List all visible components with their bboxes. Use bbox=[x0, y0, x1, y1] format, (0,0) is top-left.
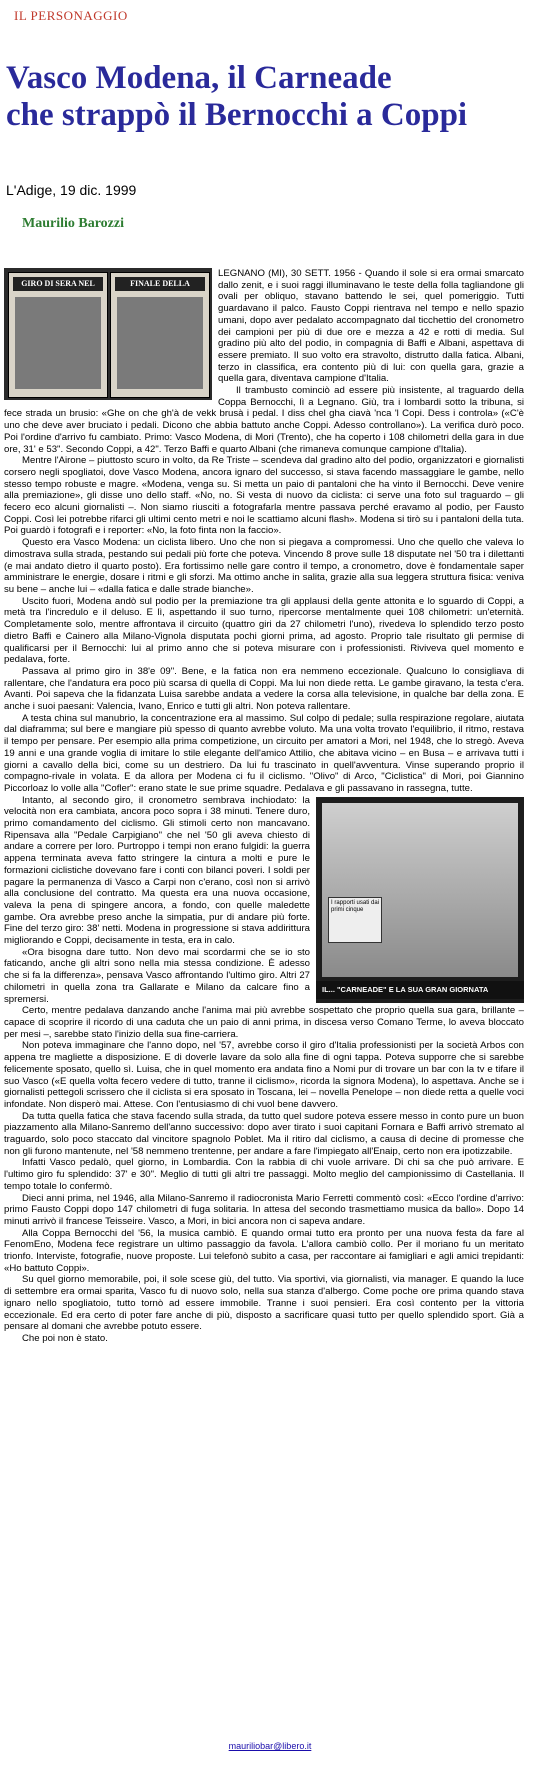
paragraph-2: Il trambusto cominciò ad essere più insistente, al traguardo della Coppa Bernocchi, lì a Legnano. Giù, tra i lombardi sotto la tribuna, si fece strada un brusio: «Ghe on che gh'à de vekk brusà i pedal. I diss chel gha ciavà 'nca 'l Copi. Dess i controla» («C'è uno che deve aver bruciato i pedali. Dicono che abbia battuto anche Coppi. Adesso controllano»). La verifica durò poco. Poi l'ordine d'arrivo fu cambiato. Primo: Vasco Modena, di Mori (Trento), che ha coperto i 108 chilometri della gara in due ore, 31' e 53". Secondo Coppi, a 42". Terzo Baffi e quarto Albani (che rimaneva comunque campione d'Italia). bbox=[4, 385, 524, 455]
cyclist-photo bbox=[316, 797, 524, 1003]
paragraph-4: Questo era Vasco Modena: un ciclista libero. Uno che non si piegava a compromessi. Uno che quello che valeva lo dimostrava sulla strada, pestando sui pedali più forte che poteva. Vincendo 8 prove sulle 18 disputate nel '50 tra i dilettanti (e mai andato dietro il quarto posto). Era fortissimo nelle gare contro il tempo, a cronometro, dove è fondamentale saper amministrare le energie, dosare i ritmi e gli sforzi. Ma ottimo anche in salita, grazie alla sua leggera struttura fisica: veniva su bene – anche lui – «dalla fatica e dalle strade bianche». bbox=[4, 537, 524, 595]
section-label: IL PERSONAGGIO bbox=[14, 8, 128, 23]
paragraph-10: Certo, mentre pedalava danzando anche l'anima mai più avrebbe sospettato che proprio quella sua gara, brillante – capace di scoprire il ricordo di una caduta che un paio di anni prima, in discesa verso Comano Terme, lo aveva bloccato per mesi –, sarebbe stato l'inizio della sua fine-carriera. bbox=[4, 1005, 524, 1040]
article-title bbox=[6, 60, 526, 134]
newspaper-page-right bbox=[110, 272, 210, 398]
paragraph-9: «Ora bisogna dare tutto. Non devo mai scordarmi che se io sto faticando, anche gli altri sono nella mia stessa condizione. È adesso che si fa la differenza», pensava Vasco affrontando l'ultimo giro. Altri 27 chilometri in quella zona tra Gallarate e Milano da calcare fino a spremersi. bbox=[4, 946, 310, 1005]
paragraph-5: Uscito fuori, Modena andò sul podio per la premiazione tra gli applausi della gente attonita e lo sguardo di Coppi, a metà tra l'incredulo e il deluso. E lì, aspettando il suo turno, ripercorse mentalmente quei 108 chilometri: un'eternità. Completamente solo, mentre affrontava il circuito (quattro giri da 27 chilometri l'uno), rivedeva lo splendido terzo posto dietro Baffi e Cainero alla Milano-Vignola disputata pochi giorni prima, ad agosto. Proprio tale risultato gli permise di qualificarsi per il Bernocchi: lui al primo anno che si poteva misurare con i professionisti. Riviveva quel momento e pedalava, forte. bbox=[4, 595, 524, 666]
paragraph-3: Mentre l'Airone – piuttosto scuro in volto, da Re Triste – scendeva dal gradino alto del podio, organizzatori e giornalisti corsero negli spogliatoi, dove Vasco Modena, ancora ignaro del successo, si stava facendo massaggiare le gambe, nello stesso tempo robuste e magre. «Modena, venga su. Si metta un paio di pantaloni che ha vinto il Bernocchi. Deve venire alla premiazione», gli disse uno dello staff. «No, no. Si vesta di nuovo da ciclista: ci serve una foto sul traguardo – gli fecero eco alcuni giornalisti –. Non siamo riusciti a fotografarla mentre passava perché eravamo al podio, per Fausto Coppi. Così lei potrebbe rifarci gli ultimi cento metri e noi le scattiamo alcuni flash». Modena si tirò su i pantaloni della tuta. Poi guardò i fotografi e i reporter: «No, la foto finta non la faccio». bbox=[4, 455, 524, 537]
newspaper-page-left-heading: GIRO DI SERA NEL bbox=[13, 277, 103, 291]
cyclist-photo-caption: IL... "CARNEADE" E LA SUA GRAN GIORNATA bbox=[316, 981, 524, 999]
author-email-link[interactable]: mauriliobar@libero.it bbox=[228, 1741, 312, 1751]
article-body bbox=[4, 268, 524, 1345]
footer bbox=[0, 1741, 540, 1751]
paragraph-17: Che poi non è stato. bbox=[22, 1332, 108, 1344]
paragraph-8: Intanto, al secondo giro, il cronometro sembrava inchiodato: la velocità non era cambiata, ancora poco sopra i 38 minuti. Tenere duro, primo comandamento del ciclismo. Gli stimoli certo non mancavano. Ripensava alla "Pedale Carpigiano" che nel '50 gli aveva chiesto di andare a correre per loro. Purtroppo i tempi non erano fulgidi: la guerra appena terminata aveva fatto stringere la cintura a molti e pure le formazioni ciclistiche dovevano fare i conti con bilanci poveri. I soldi per pagare la permanenza di Vasco a Carpi non c'erano, così non si arrivò alla conclusione del contratto. Ma questa era una nuova occasione, valeva la pena di spingere ancora, a fondo, con quelle maledette gambe. Ora avrebbe preso anche la simpatia, pur di andare più forte. Fine del terzo giro: 38' netti. Modena in progressione si stava addirittura migliorando e Coppi, decisamente in testa, era in calo. bbox=[4, 794, 310, 947]
paragraph-13: Infatti Vasco pedalò, quel giorno, in Lombardia. Con la rabbia di chi vuole arrivare. Di chi sa che può arrivare. E l'ultimo giro fu splendido: 37' e 30". Meglio di tutti gli altri tre passaggi. Molto meglio del campionissimo di Castellania. Il tempo totale lo confermò. bbox=[4, 1157, 524, 1192]
newspaper-pages-photo bbox=[4, 268, 212, 400]
paragraph-6: Passava al primo giro in 38'e 09". Bene, e la fatica non era nemmeno eccezionale. Qualcuno lo consigliava di rallentare, che l'andatura era poco più scarsa di quella di Coppi. Ma lui non diede retta. Le gambe giravano, la testa c'era. Avanti. Poi sapeva che la fidanzata Luisa sarebbe andata a vedere la corsa alla televisione, in qualche bar della zona. E anche i suoi paesani: Valencia, Ivano, Enrico e tutti gli altri. Non poteva rallentare. bbox=[4, 665, 524, 713]
article-source: L'Adige, 19 dic. 1999 bbox=[6, 182, 137, 198]
title-line-1: Vasco Modena, il Carneade bbox=[6, 60, 392, 96]
paragraph-11: Non poteva immaginare che l'anno dopo, nel '57, avrebbe corso il giro d'Italia professionisti per la società Arbos con appena tre magliette a disposizione. E di doverle lavare da solo alla fine di ogni tappa. Poteva supporre che si sarebbe felicemente sposato, quello sì. Luisa, che in quel momento era andata fino a Nomi pur di trovare un bar con la tv e tifare il suo Vasco («E quella volta fecero vedere di tutto, tranne il ciclismo», ricorda la signora Modena), lo aspettava. Anche se i giornalisti pettegoli scrissero che il ciclista si era sposato in Toscana, lei – novella Penelope – non diede retta a quelle voci infondate. Non disperò mai. Attese. Con l'entusiasmo di chi vuol bene davvero. bbox=[4, 1040, 524, 1110]
gear-ratios-card: I rapporti usati dai primi cinque bbox=[328, 897, 382, 943]
paragraph-1: LEGNANO (MI), 30 SETT. 1956 - Quando il sole si era ormai smarcato dallo zenit, e i suoi raggi illuminavano le teste della folla tagliandone gli ovali per obliquo, stavano battendo le sei, quel pomeriggio. Tutti guardavano il palco. Fausto Coppi rientrava nel tempo e nello spazio umani, dopo aver pedalato accompagnato dal ticchettio del cronometro dei campioni per più di due ore e mezza a 42 e rotti di media. Sul gradino più alto del podio, in compagnia di Baffi e Albani, aspettava di essere premiato. Il suo volto era stravolto, distrutto dalla fatica. Albani, terzo in classifica, era contento più di lui: con quella gara, grazie a quella gara, diventava campione d'Italia. bbox=[218, 268, 524, 385]
paragraph-14: Dieci anni prima, nel 1946, alla Milano-Sanremo il radiocronista Mario Ferretti commentò così: «Ecco l'ordine d'arrivo: primo Fausto Coppi dopo 147 chilometri di fuga solitaria. In attesa del secondo trasmettiamo musica da ballo». Dopo 14 minuti arrivò il francese Teisseire. Vasco, a Mori, in bici ancora non ci sapeva andare. bbox=[4, 1192, 524, 1227]
newspaper-page-right-heading: FINALE DELLA bbox=[115, 277, 205, 291]
paragraph-7: A testa china sul manubrio, la concentrazione era al massimo. Sul colpo di pedale; sulla respirazione regolare, aiutata dal diaframma; sul bere e mangiare più spesso di quanto avrebbe voluto. Ma una volta trovato l'equilibrio, il ritmo, restava il tempo per pensare. Per esempio alla prima competizione, un circuito per amatori a Mori, nel 1948, che lo stregò. Aveva 19 anni e una grande voglia di imitare lo stile elegante dell'amico Attilio, che abitava vicino – en Busa – e arrivava tutti i giorni a cavallo della bici, come su un destriero. Da lui fu trascinato in quell'avventura. Vinse superando proprio il compagno-rivale in volata. E da allora per Modena ci fu il ciclismo. "Olivo" di Arco, "Ciclistica" di Mori, poi Giannino Piccorloaz lo volle alla "Cofler": erano state le sue prime squadre. Pedalava e gli passavano in rassegna, tutte. bbox=[4, 712, 524, 794]
paragraph-15: Alla Coppa Bernocchi del '56, la musica cambiò. E quando ormai tutto era pronto per una nuova festa da fare al FenomEno, Modena fece registrare un ultimo passaggio da favola. L'allora cambiò collo. Per il moriano fu un meritato trionfo. Interviste, fotografie, nuove proposte. Lui telefonò subito a casa, per raccontare ai famigliari e agli amici trepidanti: «Ho battuto Coppi». bbox=[4, 1227, 524, 1274]
title-line-2: che strappò il Bernocchi a Coppi bbox=[6, 97, 468, 133]
article-author: Maurilio Barozzi bbox=[22, 216, 124, 231]
paragraph-12: Da tutta quella fatica che stava facendo sulla strada, da tutto quel sudore poteva essere messo in conto pure un buon piazzamento alla Milano-Sanremo dell'anno successivo: dopo aver tirato i suoi capitani Fornara e Baffi arrivò stremato al traguardo, solo poco staccato dal vincitore spagnolo Poblet. Ma il ritiro dal ciclismo, a causa di decine di promesse che non gli furono mantenute, nel '58 nemmeno trentenne, per andare a fare l'impiegato all'Enaip, certo non era ipotizzabile. bbox=[4, 1110, 524, 1157]
paragraph-16: Su quel giorno memorabile, poi, il sole scese giù, del tutto. Via sportivi, via giornalisti, via manager. E quando la luce di settembre era ormai sparita, Vasco fu di nuovo solo, nella sua stanza d'albergo. Come poche ore prima quando stava ignaro nello spogliatoio, tutto tornò ad essere immobile. Tranne i suoi pensieri. Era così contento per la vittoria eccezionale. Ed era certo di poter fare anche di più, disposto a sacrificare quasi tutto per quello splendido sport. Già a pensare al domani che avrebbe potuto essere. bbox=[4, 1274, 524, 1333]
newspaper-page-left bbox=[8, 272, 108, 398]
